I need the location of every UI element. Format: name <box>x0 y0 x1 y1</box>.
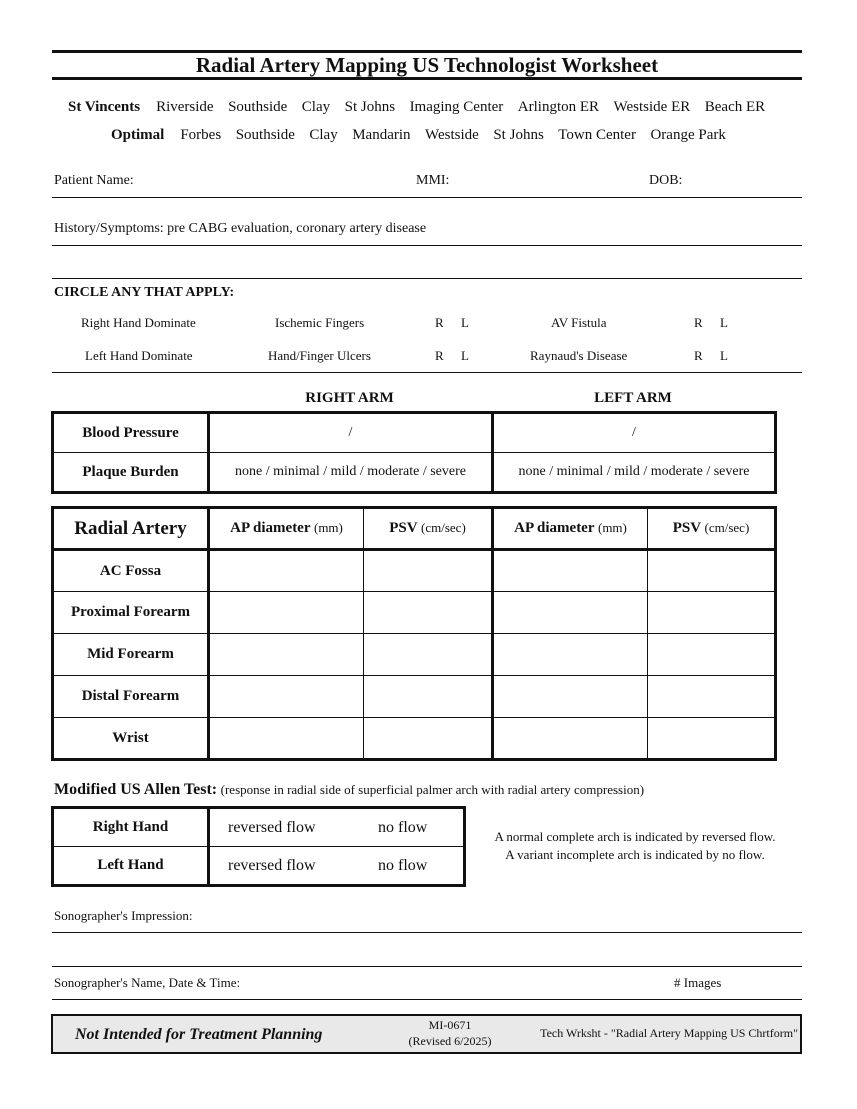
ap-unit: (mm) <box>597 520 627 535</box>
location-option[interactable]: Southside <box>228 99 288 115</box>
right-ap-input[interactable] <box>209 718 364 760</box>
psv-label: PSV <box>389 520 418 536</box>
right-hand-dominate-option[interactable]: Right Hand Dominate <box>81 315 196 330</box>
mmi-label: MMI: <box>416 173 450 188</box>
right-psv-input[interactable] <box>364 676 493 718</box>
left-ap-input[interactable] <box>493 550 648 592</box>
left-hand-dominate-option[interactable]: Left Hand Dominate <box>85 348 193 363</box>
left-arm-blood-pressure-field[interactable]: / <box>493 413 776 453</box>
right-ap-input[interactable] <box>209 550 364 592</box>
allen-note-variant: A variant incomplete arch is indicated by no flow. <box>505 847 765 862</box>
location-option[interactable]: Westside <box>425 127 479 143</box>
divider <box>52 278 802 279</box>
left-hand-options <box>209 847 465 886</box>
raynauds-right-option[interactable]: R <box>694 348 703 363</box>
dob-label: DOB: <box>649 173 683 188</box>
right-psv-input[interactable] <box>364 718 493 760</box>
allen-note-normal: A normal complete arch is indicated by reversed flow. <box>494 829 776 844</box>
history-symptoms: History/Symptoms: pre CABG evaluation, coronary artery disease <box>54 221 427 236</box>
location-group-optimal[interactable]: Optimal <box>111 127 165 143</box>
images-count-label: # Images <box>674 975 722 990</box>
left-psv-input[interactable] <box>648 592 776 634</box>
ulcers-right-option[interactable]: R <box>435 348 444 363</box>
form-revision: (Revised 6/2025) <box>408 1034 492 1048</box>
left-reversed-flow-option[interactable]: reversed flow <box>228 856 316 874</box>
table-row <box>53 634 776 676</box>
ulcers-left-option[interactable]: L <box>461 348 469 363</box>
page-title: Radial Artery Mapping US Technologist Worksheet <box>52 50 802 80</box>
row-label-proximal-forearm: Proximal Forearm <box>53 592 209 634</box>
allen-test-heading: Modified US Allen Test: <box>54 781 218 798</box>
sonographer-label: Sonographer's Name, Date & Time: <box>54 975 241 990</box>
footer-warning: Not Intended for Treatment Planning <box>75 1026 323 1043</box>
right-reversed-flow-option[interactable]: reversed flow <box>228 818 316 836</box>
table-row <box>53 676 776 718</box>
left-ap-input[interactable] <box>493 718 648 760</box>
right-psv-input[interactable] <box>364 550 493 592</box>
right-arm-blood-pressure-field[interactable]: / <box>209 413 493 453</box>
left-arm-plaque-options[interactable]: none / minimal / mild / moderate / severe <box>493 453 776 493</box>
right-no-flow-option[interactable]: no flow <box>378 818 428 836</box>
hand-finger-ulcers-option[interactable]: Hand/Finger Ulcers <box>268 348 371 363</box>
footer <box>51 1014 802 1054</box>
left-ap-diameter-header <box>493 508 648 550</box>
right-ap-input[interactable] <box>209 676 364 718</box>
left-psv-header <box>648 508 776 550</box>
left-ap-input[interactable] <box>493 592 648 634</box>
divider <box>52 245 802 246</box>
location-option[interactable]: Riverside <box>156 99 214 115</box>
right-psv-input[interactable] <box>364 634 493 676</box>
psv-label: PSV <box>672 520 701 536</box>
right-arm-heading: RIGHT ARM <box>305 390 394 406</box>
divider <box>52 999 802 1000</box>
allen-test-table <box>51 806 466 887</box>
psv-unit: (cm/sec) <box>421 520 466 535</box>
radial-artery-table <box>51 506 777 761</box>
right-hand-options <box>209 808 465 847</box>
table-row <box>53 592 776 634</box>
blood-pressure-table <box>51 411 777 494</box>
raynauds-disease-option[interactable]: Raynaud's Disease <box>530 348 628 363</box>
location-row-2 <box>111 127 740 144</box>
location-option[interactable]: St Johns <box>344 99 396 115</box>
allen-test-heading-line <box>54 781 644 799</box>
location-option[interactable]: Beach ER <box>704 99 766 115</box>
circle-heading: CIRCLE ANY THAT APPLY: <box>54 285 235 300</box>
left-psv-input[interactable] <box>648 550 776 592</box>
ischemic-right-option[interactable]: R <box>435 315 444 330</box>
row-label-mid-forearm: Mid Forearm <box>53 634 209 676</box>
ischemic-left-option[interactable]: L <box>461 315 469 330</box>
left-ap-input[interactable] <box>493 676 648 718</box>
ischemic-fingers-option[interactable]: Ischemic Fingers <box>275 315 365 330</box>
plaque-burden-label: Plaque Burden <box>53 453 209 493</box>
location-option[interactable]: Westside ER <box>613 99 691 115</box>
radial-artery-header: Radial Artery <box>53 508 209 550</box>
left-psv-input[interactable] <box>648 676 776 718</box>
footer-tech-worksheet: Tech Wrksht - "Radial Artery Mapping US Chrtform" <box>540 1026 798 1040</box>
right-hand-label: Right Hand <box>53 808 209 847</box>
av-fistula-left-option[interactable]: L <box>720 315 728 330</box>
location-option[interactable]: Southside <box>235 127 295 143</box>
divider <box>52 197 802 198</box>
left-ap-input[interactable] <box>493 634 648 676</box>
av-fistula-right-option[interactable]: R <box>694 315 703 330</box>
row-label-wrist: Wrist <box>53 718 209 760</box>
location-option[interactable]: Arlington ER <box>517 99 600 115</box>
raynauds-left-option[interactable]: L <box>720 348 728 363</box>
impression-label: Sonographer's Impression: <box>54 908 193 923</box>
right-ap-input[interactable] <box>209 634 364 676</box>
right-psv-header <box>364 508 493 550</box>
location-option[interactable]: Imaging Center <box>409 99 504 115</box>
divider <box>52 932 802 933</box>
left-arm-heading: LEFT ARM <box>594 390 672 406</box>
location-option[interactable]: St Johns <box>493 127 544 143</box>
location-row-1 <box>68 99 780 116</box>
right-ap-diameter-header <box>209 508 364 550</box>
right-ap-input[interactable] <box>209 592 364 634</box>
divider <box>52 372 802 373</box>
allen-test-subheading: (response in radial side of superficial palmer arch with radial artery compression) <box>220 782 645 797</box>
left-psv-input[interactable] <box>648 634 776 676</box>
patient-name-label: Patient Name: <box>54 173 134 188</box>
location-option[interactable]: Clay <box>309 127 338 143</box>
table-row <box>53 718 776 760</box>
row-label-distal-forearm: Distal Forearm <box>53 676 209 718</box>
left-hand-label: Left Hand <box>53 847 209 886</box>
location-option[interactable]: Clay <box>301 99 331 115</box>
location-option[interactable]: Town Center <box>558 127 636 143</box>
ap-diameter-label: AP diameter <box>230 520 311 536</box>
row-label-ac-fossa: AC Fossa <box>53 550 209 592</box>
right-psv-input[interactable] <box>364 592 493 634</box>
ap-unit: (mm) <box>313 520 343 535</box>
location-option[interactable]: Mandarin <box>352 127 411 143</box>
location-option[interactable]: Orange Park <box>650 127 726 143</box>
right-arm-plaque-options[interactable]: none / minimal / mild / moderate / severe <box>209 453 493 493</box>
ap-diameter-label: AP diameter <box>514 520 595 536</box>
location-option[interactable]: Forbes <box>180 127 222 143</box>
table-row <box>53 550 776 592</box>
divider <box>52 966 802 967</box>
left-no-flow-option[interactable]: no flow <box>378 856 428 874</box>
blood-pressure-label: Blood Pressure <box>53 413 209 453</box>
form-id: MI-0671 <box>428 1018 472 1032</box>
av-fistula-option[interactable]: AV Fistula <box>551 315 607 330</box>
left-psv-input[interactable] <box>648 718 776 760</box>
location-group-st-vincents[interactable]: St Vincents <box>68 99 141 115</box>
psv-unit: (cm/sec) <box>704 520 750 535</box>
